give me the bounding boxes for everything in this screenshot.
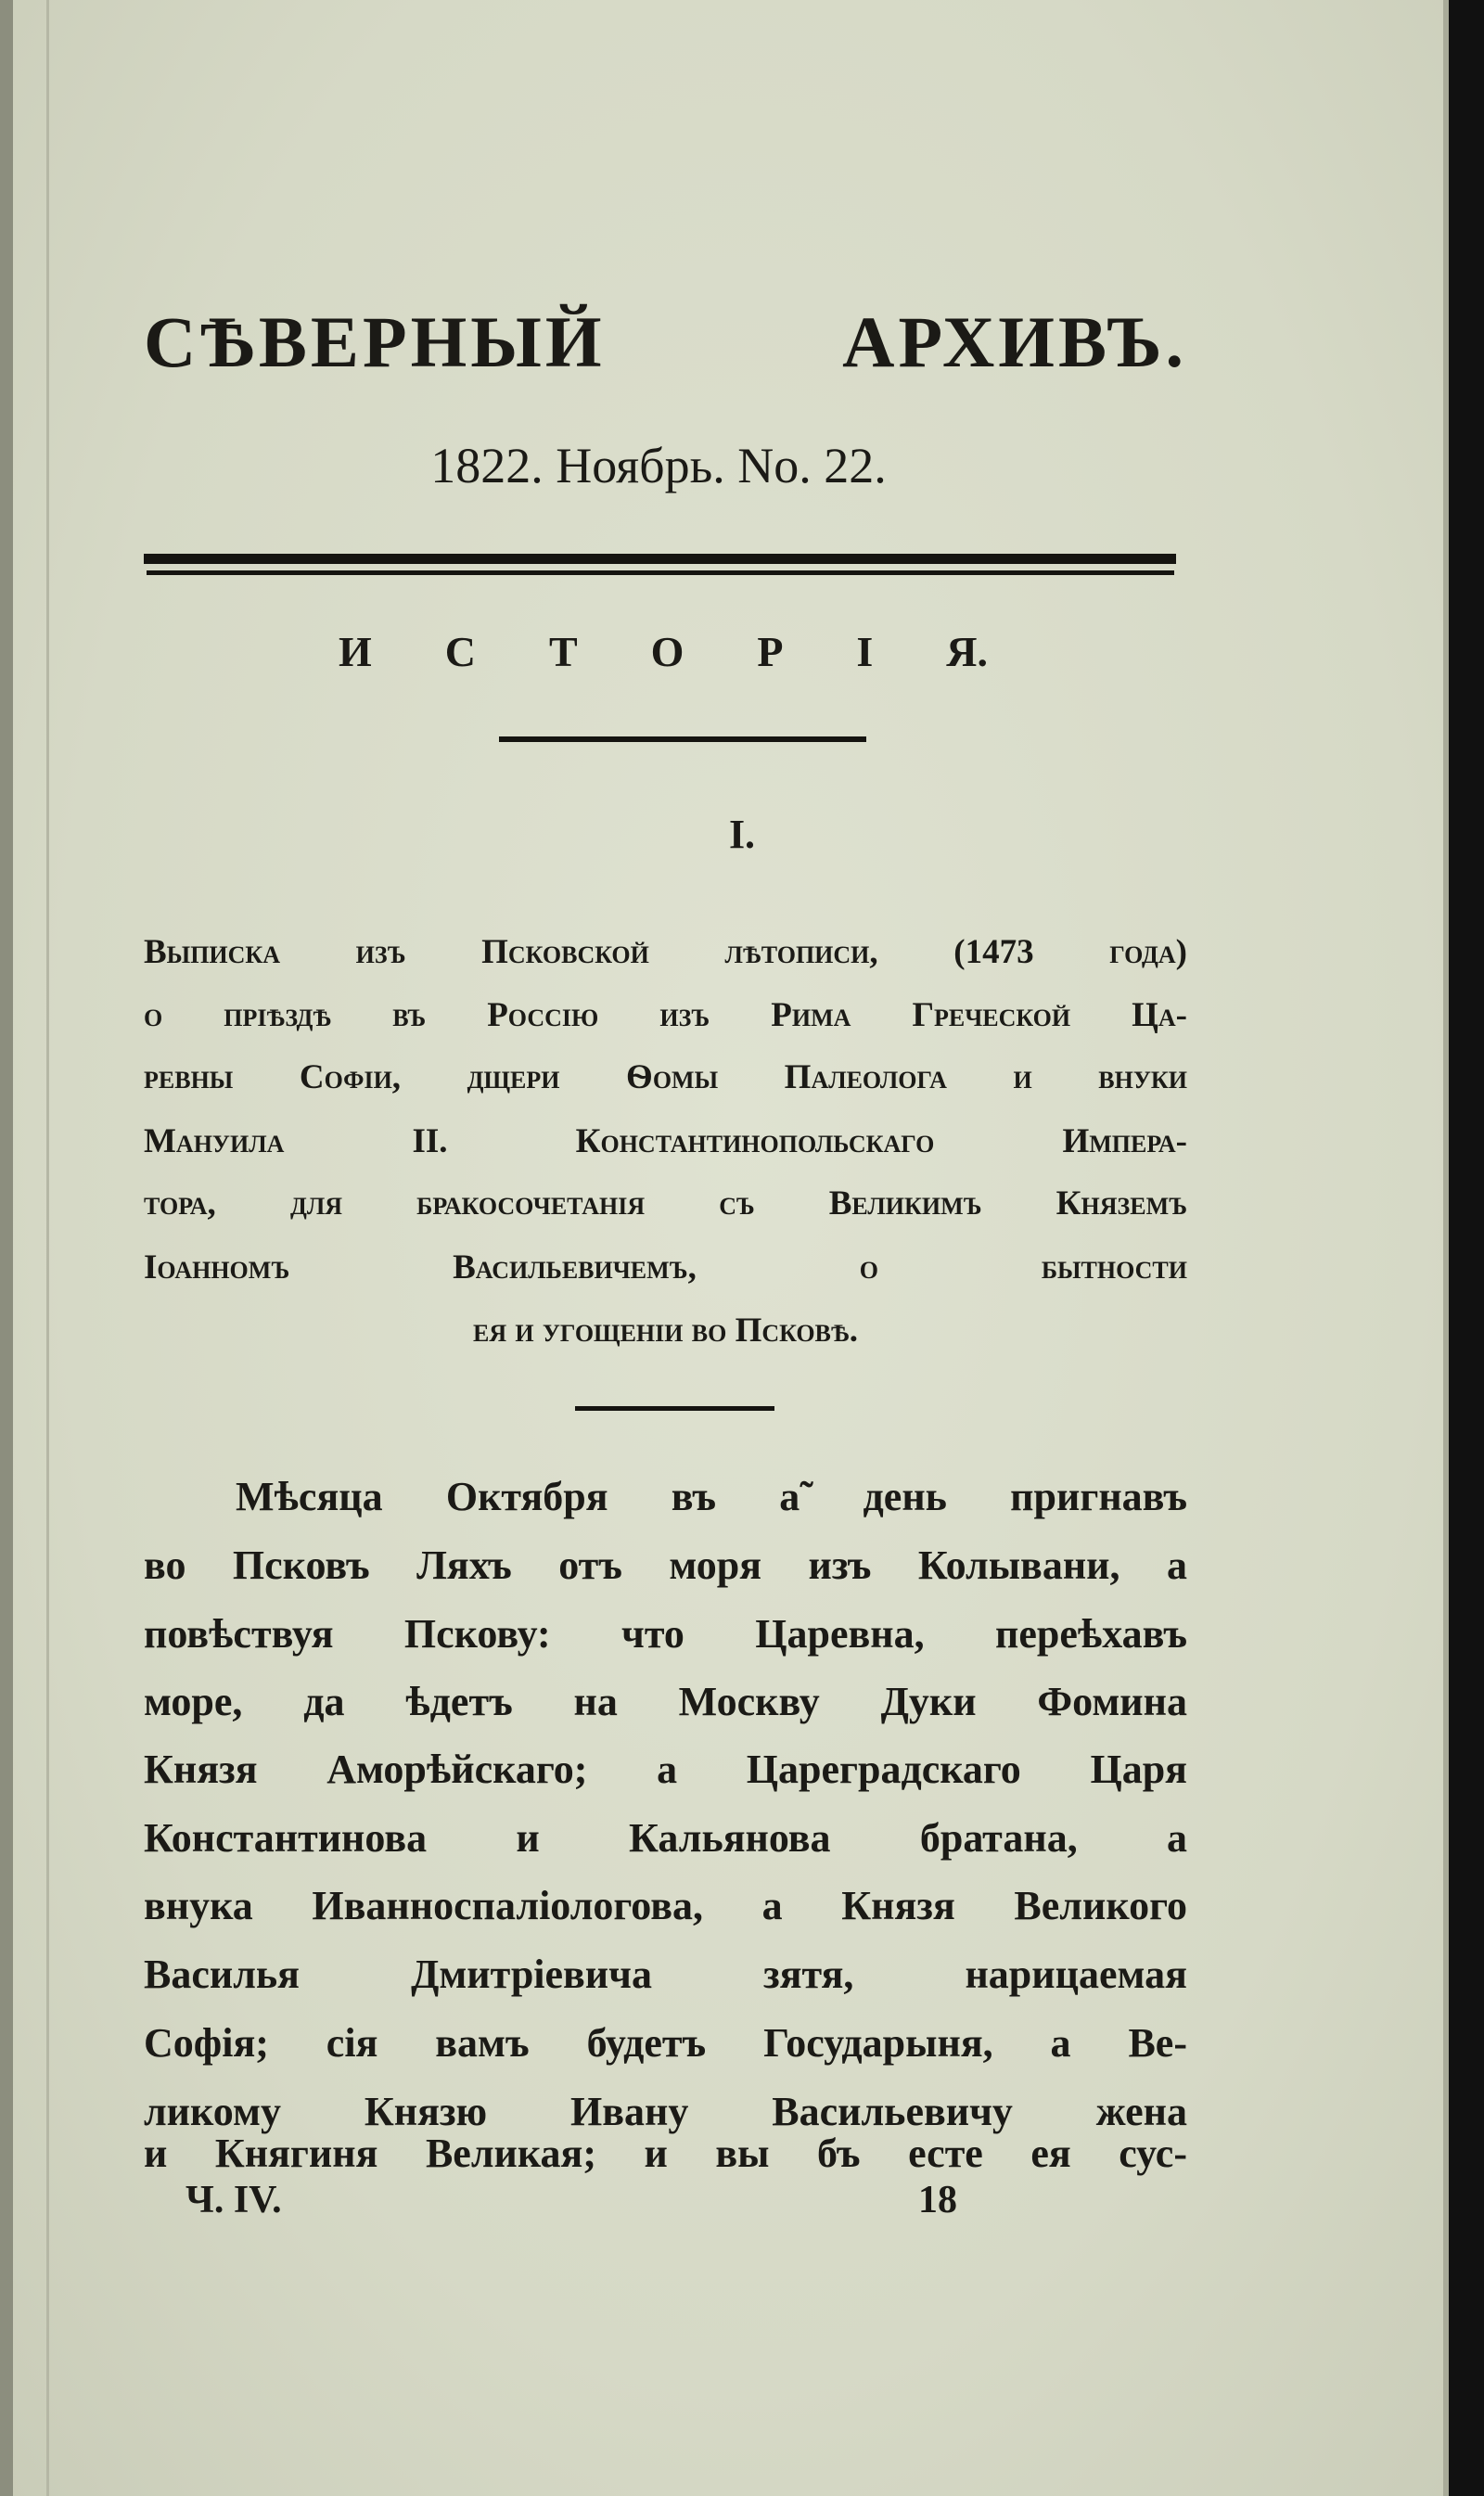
section-rule bbox=[499, 736, 866, 742]
heading-line: о прiѣздѣ въ Россiю изъ Рима Греческой Ца- bbox=[144, 996, 1187, 1034]
journal-title: СѢВЕРНЫЙ АРХИВЪ. bbox=[144, 301, 1187, 382]
heading-line: тора, для бракосочетанiя съ Великимъ Княземъ bbox=[144, 1184, 1187, 1222]
heading-line: Iоанномъ Васильевичемъ, о бытности bbox=[144, 1248, 1187, 1286]
body-line: повѣствуя Пскову: что Царевна, переѣхавъ bbox=[144, 1611, 1187, 1657]
heading-rule bbox=[575, 1406, 774, 1411]
page-fold-line bbox=[46, 0, 49, 2496]
body-line: Василья Дмитрiевича зятя, нарицаемая bbox=[144, 1952, 1187, 1997]
heading-line: ея и угощенiи во Псковѣ. bbox=[473, 1312, 858, 1350]
heading-line: Мануила II. Константинопольскаго Импера- bbox=[144, 1122, 1187, 1160]
body-line: Мѣсяца Октября въ а̃ день пригнавъ bbox=[236, 1474, 1187, 1519]
sheet-number: 18 bbox=[918, 2179, 957, 2221]
issue-date: 1822. Ноябрь. No. 22. bbox=[430, 438, 887, 493]
double-rule-thin bbox=[147, 570, 1174, 575]
body-line: море, да ѣдетъ на Москву Дуки Фомина bbox=[144, 1679, 1187, 1724]
body-line: внука Иванноспалiологова, а Князя Великого bbox=[144, 1883, 1187, 1928]
page-left-edge bbox=[0, 0, 13, 2496]
section-title: И С Т О Р І Я. bbox=[339, 628, 988, 675]
body-line: Константинова и Кальянова братана, а bbox=[144, 1815, 1187, 1861]
heading-line: ревны Софiи, дщери Ѳомы Палеолога и внуки bbox=[144, 1058, 1187, 1096]
body-line: и Княгиня Великая; и вы бъ есте ея сус- bbox=[144, 2131, 1187, 2176]
body-line: Князя Аморѣйскаго; а Цареградскаго Царя bbox=[144, 1747, 1187, 1792]
article-number: I. bbox=[728, 812, 756, 857]
signature-mark: Ч. IV. bbox=[186, 2179, 282, 2221]
body-line: во Псковъ Ляхъ отъ моря изъ Колывани, а bbox=[144, 1542, 1187, 1588]
scan-border-right bbox=[1449, 0, 1484, 2496]
double-rule-thick bbox=[144, 554, 1176, 564]
body-line: ликому Князю Ивану Васильевичу жена bbox=[144, 2089, 1187, 2134]
body-line: Софiя; сiя вамъ будетъ Государыня, а Ве- bbox=[144, 2020, 1187, 2066]
heading-line: Выписка изъ Псковской лѣтописи, (1473 года) bbox=[144, 933, 1187, 971]
